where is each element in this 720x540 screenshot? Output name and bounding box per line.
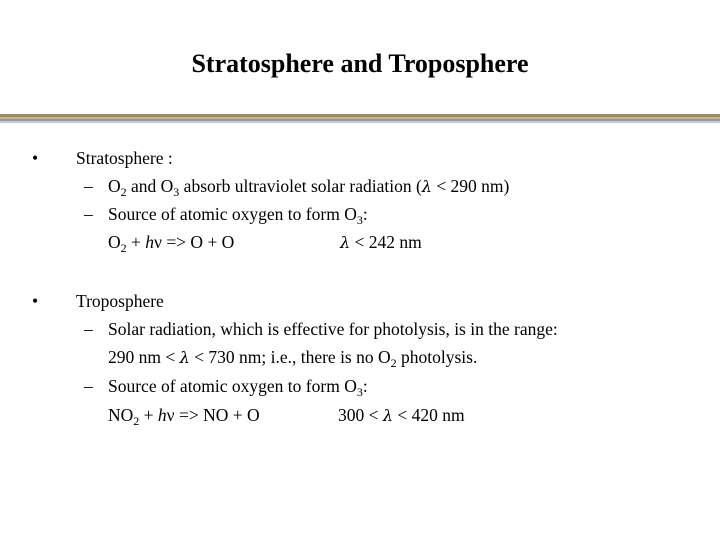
equation-o2-wavelength: λ < 242 nm [340, 232, 422, 252]
dash-icon: – [84, 176, 93, 196]
section-heading-stratosphere: Stratosphere : [76, 148, 173, 168]
equation-no2-photolysis: $NO_2 + h\nu$ => NO + O [108, 405, 260, 428]
equation-o2-photolysis: $O_2 + h\nu => O + O$ [108, 232, 235, 255]
dash-icon: – [84, 204, 93, 224]
slide-title: Stratosphere and Troposphere [191, 49, 529, 78]
list-item-atomic-oxygen-source: Source of atomic oxygen to form $O_3$: [108, 204, 368, 227]
title-divider-line [0, 121, 720, 123]
bullet-icon: • [32, 148, 39, 168]
list-item-o2-o3-absorb: $O_2$ and $O_3$ absorb ultraviolet solar radiation (λ < 290 nm) [108, 176, 510, 199]
equation-no2-wavelength: 300 < λ < 420 nm [338, 405, 465, 425]
list-item-solar-radiation-range: Solar radiation, which is effective for photolysis, is in the range: [108, 319, 558, 339]
dash-icon: – [84, 376, 93, 396]
list-item-wavelength-range: 290 nm < λ < 730 nm; i.e., there is no $O_2$ photolysis. [108, 347, 478, 370]
bullet-icon: • [32, 291, 39, 311]
list-item-atomic-oxygen-source: Source of atomic oxygen to form $O_3$: [108, 376, 368, 399]
dash-icon: – [84, 319, 93, 339]
section-heading-troposphere: Troposphere [76, 291, 164, 311]
